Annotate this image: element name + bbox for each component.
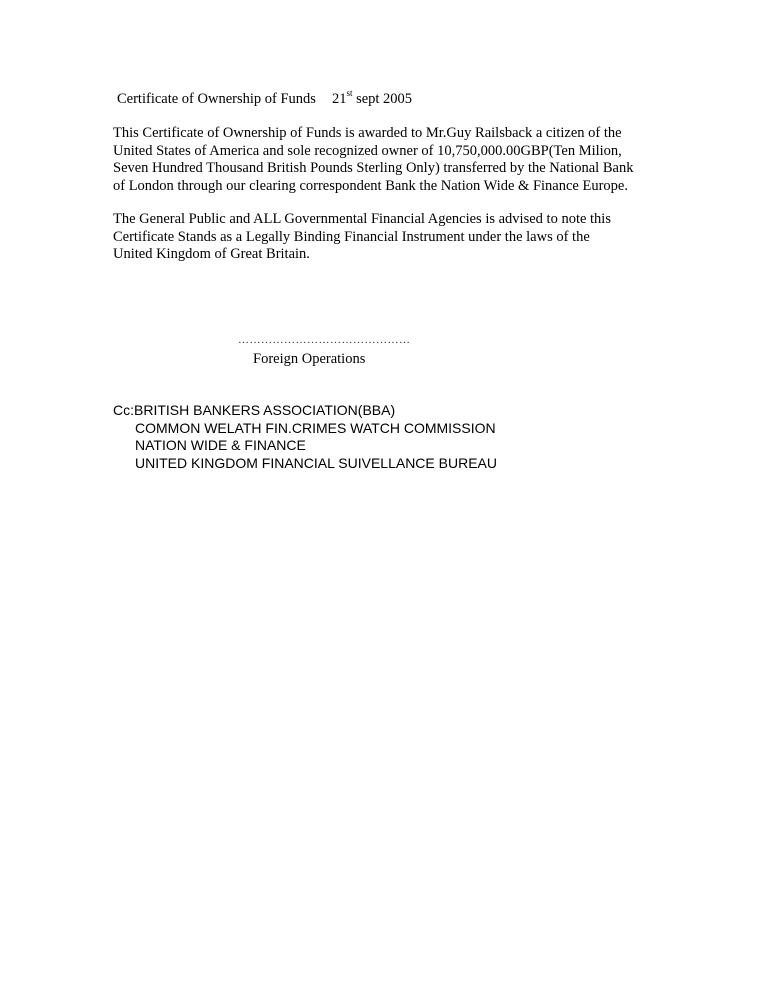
award-line: of London through our clearing correspondent Bank the Nation Wide & Finance Europe. bbox=[113, 177, 628, 194]
certificate-heading bbox=[117, 90, 412, 108]
date-suffix: st bbox=[346, 88, 353, 99]
cc-recipient: Cc:BRITISH BANKERS ASSOCIATION(BBA) bbox=[113, 402, 396, 418]
award-line: Seven Hundred Thousand British Pounds Sterling Only) transferred by the National Bank bbox=[113, 160, 634, 176]
cc-recipient: NATION WIDE & FINANCE bbox=[135, 437, 306, 453]
cc-recipient: COMMON WELATH FIN.CRIMES WATCH COMMISSION bbox=[135, 419, 496, 436]
cc-recipient: UNITED KINGDOM FINANCIAL SUIVELLANCE BUREAU bbox=[135, 454, 497, 471]
award-line: This Certificate of Ownership of Funds is awarded to Mr.Guy Railsback a citizen of the bbox=[113, 125, 622, 141]
signature-label: Foreign Operations bbox=[253, 351, 366, 367]
award-line: United States of America and sole recognized owner of 10,750,000.00GBP(Ten Milion, bbox=[113, 142, 622, 159]
date-rest: sept 2005 bbox=[352, 91, 413, 107]
cc-list bbox=[113, 402, 497, 472]
date-day: 21 bbox=[331, 91, 347, 107]
signature-line: ……………………………………… bbox=[238, 334, 411, 346]
notice-line: United Kingdom of Great Britain. bbox=[113, 246, 310, 262]
award-paragraph bbox=[113, 125, 673, 195]
certificate-date bbox=[331, 88, 413, 107]
certificate-title: Certificate of Ownership of Funds bbox=[117, 91, 316, 107]
notice-paragraph bbox=[113, 211, 673, 264]
notice-line: The General Public and ALL Governmental Financial Agencies is advised to note this bbox=[113, 211, 611, 227]
notice-line: Certificate Stands as a Legally Binding Financial Instrument under the laws of the bbox=[113, 228, 590, 245]
